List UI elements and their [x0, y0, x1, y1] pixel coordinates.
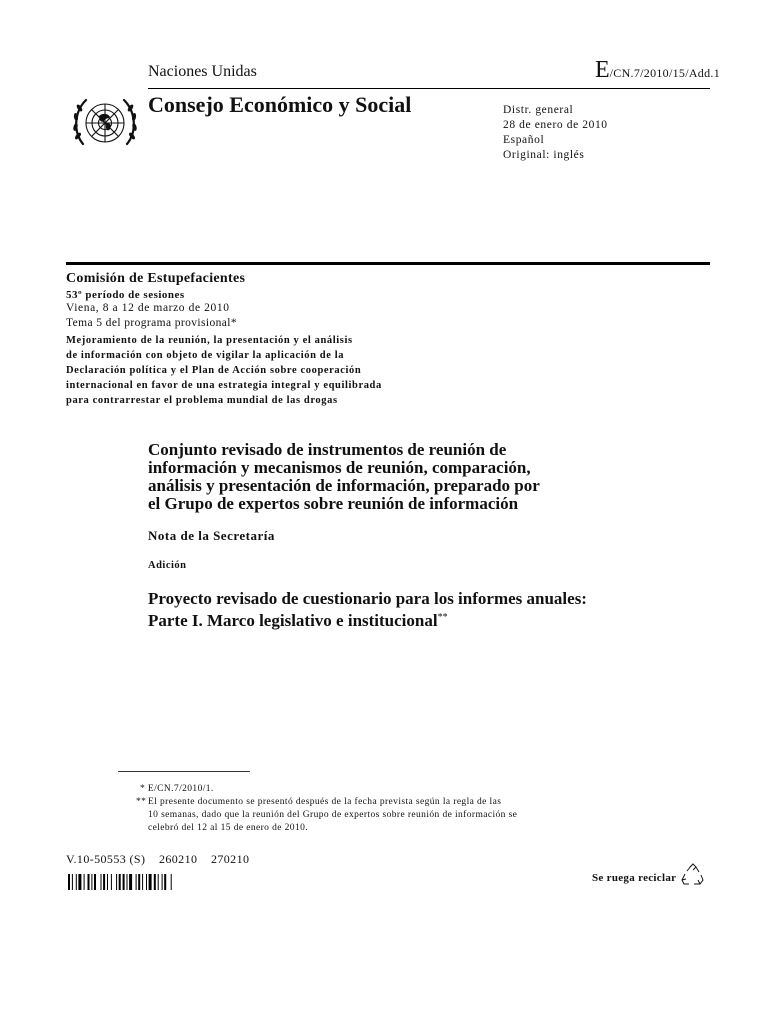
footnote-2-line: 10 semanas, dado que la reunión del Grupo de expertos sobre reunión de información se	[148, 810, 518, 820]
addendum-label: Adición	[148, 560, 187, 571]
barcode-bar	[84, 874, 85, 890]
meeting-place-dates: Viena, 8 a 12 de marzo de 2010	[66, 302, 230, 314]
distribution-type: Distr. general	[503, 104, 574, 116]
barcode-bar	[123, 874, 125, 890]
barcode-bar	[116, 874, 117, 890]
agenda-title-line: internacional en favor de una estrategia integral y equilibrada	[66, 380, 382, 391]
barcode-bar	[68, 874, 70, 890]
footnote-2-line: celebró del 12 al 15 de enero de 2010.	[148, 823, 309, 833]
barcode-bar	[103, 874, 105, 890]
footnote-1: * E/CN.7/2010/1.	[140, 784, 214, 794]
barcode-bar	[101, 874, 102, 890]
barcode-bar	[149, 874, 152, 890]
barcode-bar	[127, 874, 128, 890]
addendum-title-text: Parte I. Marco legislativo e institucional	[148, 611, 438, 630]
symbol-rest: /CN.7/2010/15/Add.1	[609, 66, 720, 80]
council-name: Consejo Económico y Social	[148, 92, 412, 117]
session-number: 53º período de sesiones	[66, 289, 185, 301]
barcode-bar	[119, 874, 121, 890]
document-language: Español	[503, 134, 545, 146]
barcode-bar	[146, 874, 147, 890]
symbol-prefix: E	[594, 57, 610, 83]
recycle-text: Se ruega reciclar	[592, 872, 677, 884]
barcode-bar	[94, 874, 96, 890]
barcode-bar	[111, 874, 112, 890]
agenda-item-title	[66, 333, 382, 408]
barcode-bar	[138, 874, 140, 890]
original-language: Original: inglés	[503, 149, 585, 161]
footnote-2	[136, 796, 586, 835]
barcode-bar	[107, 874, 108, 890]
document-title-line: el Grupo de expertos sobre reunión de información	[148, 494, 519, 513]
section-rule	[66, 262, 710, 265]
barcode-bar	[72, 874, 73, 890]
barcode-bar	[129, 874, 132, 890]
addendum-title	[148, 589, 638, 630]
footnote-2-mark: **	[136, 797, 147, 807]
document-title-line: información y mecanismos de reunión, comparación,	[148, 458, 531, 477]
barcode-bar	[158, 874, 159, 890]
barcode-bar	[88, 874, 90, 890]
agenda-title-line: de información con objeto de vigilar la aplicación de la	[66, 350, 345, 361]
document-title-line: Conjunto revisado de instrumentos de reunión de	[148, 440, 507, 459]
agenda-item: Tema 5 del programa provisional*	[66, 317, 238, 329]
footnote-2-line: El presente documento se presentó después de la fecha prevista según la regla de las	[148, 797, 502, 807]
barcode-bar	[154, 874, 156, 890]
organization-name: Naciones Unidas	[148, 63, 257, 80]
addendum-title-line: Proyecto revisado de cuestionario para los informes anuales:	[148, 589, 587, 608]
barcode-bar	[136, 874, 137, 890]
barcode-bar	[164, 874, 166, 890]
document-title-line: análisis y presentación de información, preparado por	[148, 476, 540, 495]
un-emblem-icon	[68, 92, 142, 156]
agenda-title-line: para contrarrestar el problema mundial de las drogas	[66, 395, 338, 406]
commission-name: Comisión de Estupefacientes	[66, 271, 246, 286]
agenda-title-line: Mejoramiento de la reunión, la presentación y el análisis	[66, 335, 353, 346]
document-date: 28 de enero de 2010	[503, 119, 608, 131]
barcode-bar	[78, 874, 81, 890]
agenda-title-line: Declaración política y el Plan de Acción sobre cooperación	[66, 365, 362, 376]
barcode-bar	[162, 874, 163, 890]
footnote-rule	[118, 771, 250, 772]
barcode-bar	[76, 874, 77, 890]
barcode-bar	[142, 874, 143, 890]
distribution-block	[503, 103, 608, 163]
barcode-icon	[68, 874, 200, 890]
header-rule	[148, 88, 710, 89]
document-symbol	[595, 57, 720, 84]
recycle-icon	[680, 862, 706, 888]
secretariat-note: Nota de la Secretaría	[148, 528, 275, 543]
footnote-mark: **	[437, 612, 448, 623]
document-title	[148, 441, 618, 513]
addendum-title-line-2	[148, 608, 638, 630]
job-number: V.10-50553 (S) 260210 270210	[66, 852, 250, 866]
barcode-bar	[91, 874, 92, 890]
barcode-bar	[171, 874, 172, 890]
